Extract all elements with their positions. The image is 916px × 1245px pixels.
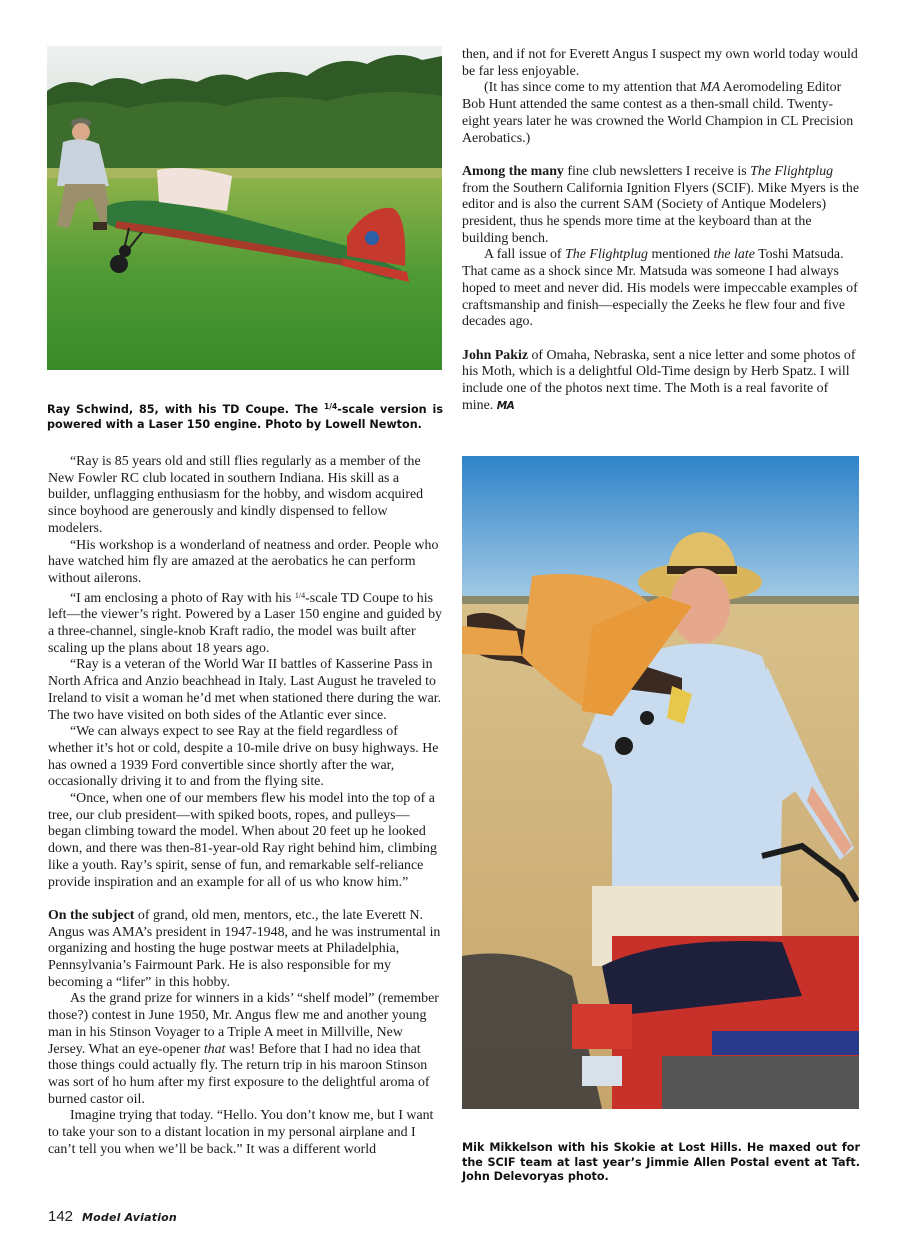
lead-in-bold: On the subject	[48, 907, 135, 923]
lead-in-bold: Among the many	[462, 163, 564, 179]
paragraph-on-the-subject: On the subject of grand, old men, mentors, etc., the late Everett N. Angus was AMA’s president in 1947-1948, and he was instrumental in organizing and hosting the huge postwar meets at Philadelphia, Pennsylvania’s Fairmount Park. He is also responsible for my becoming a “lifer” in this hobby.	[48, 907, 441, 990]
paragraph: Imagine trying that today. “Hello. You don’t know me, but I want to take your son to a distant location in my personal airplane and I can’t tell you when we’ll be back.” It was a different world	[48, 1108, 434, 1157]
end-mark-ma: MA	[496, 399, 515, 412]
left-column-article-text	[48, 454, 442, 1159]
magazine-title: Model Aviation	[82, 1211, 177, 1224]
photo-ray-schwind-td-coupe	[47, 46, 442, 370]
paragraph: “We can always expect to see Ray at the field regardless of whether it’s hot or cold, despite a 10-mile drive on busy highways. He has owned a 1939 Ford convertible since shortly after the war, occasionally driving it to and from the flying site.	[48, 724, 439, 790]
page-folio	[48, 1208, 177, 1226]
photo1-caption: Ray Schwind, 85, with his TD Coupe. The $^{1/4}$-scale version is powered with a Laser 150 engine. Photo by Lowell Newton.	[47, 402, 444, 431]
paragraph-john-pakiz: John Pakiz of Omaha, Nebraska, sent a nice letter and some photos of his Moth, which is a delightful Old-Time design by Herb Spatz. I will include one of the photos next time. The Moth is a real favorite of mine. MA	[462, 347, 856, 413]
paragraph: As the grand prize for winners in a kids’ “shelf model” (remember those?) contest in June 1950, Mr. Angus flew me and another young man in his Stinson Voyager to a Triple A meet in Millville, New Jersey. What an eye-opener that was! Before that I had no idea that those things could actually fly. The return trip in his maroon Stinson was sort of ho hum after my first exposure to the delightful aroma of burned castor oil.	[48, 991, 439, 1107]
paragraph: “Once, when one of our members flew his model into the top of a tree, our club president—with spiked boots, ropes, and pulleys—began climbing toward the model. When about 20 feet up he looked down, and there was then-81-year-old Ray right behind him, climbing like a youth. Ray’s spirit, sense of fun, and remarkable self-reliance provide inspiration and an example for all of us who know him.”	[48, 791, 437, 890]
paragraph: “I am enclosing a photo of Ray with his $^{1/4}$-scale TD Coupe to his left—the viewer’s right. Powered by a Laser 150 engine and guided by a three-channel, single-knob Kraft radio, the model was built after scaling up the plans about 18 years ago.	[48, 590, 442, 656]
lead-in-bold: John Pakiz	[462, 347, 528, 363]
fraction-one-quarter: 1/4	[294, 590, 306, 600]
fraction-one-quarter: 1/4	[324, 402, 338, 411]
paragraph-among-the-many: Among the many fine club newsletters I receive is The Flightplug from the Southern California Ignition Flyers (SCIF). Mike Myers is the editor and is also the current SAM (Society of Antique Modelers) president, thus he spends more time at the keyboard than at the building bench.	[462, 163, 859, 246]
photo-mik-mikkelson-skokie	[462, 456, 859, 1109]
paragraph: “Ray is a veteran of the World War II battles of Kasserine Pass in North Africa and Anzio beachhead in Italy. Last August he traveled to Ireland to visit a woman he’d met when stationed there during the war. The two have visited on both sides of the Atlantic ever since.	[48, 657, 442, 723]
photo2-caption: Mik Mikkelson with his Skokie at Lost Hills. He maxed out for the SCIF team at last year’s Jimmie Allen Postal event at Taft. John Delevoryas photo.	[462, 1141, 860, 1184]
page-number: 142	[48, 1208, 74, 1225]
right-column-article-text	[462, 47, 860, 414]
paragraph: A fall issue of The Flightplug mentioned the late Toshi Matsuda. That came as a shock since Mr. Matsuda was someone I had always hoped to meet and never did. His models were impeccable examples of craftsmanship and finish—especially the Zeeks he flew four and five decades ago.	[462, 247, 858, 330]
paragraph: “Ray is 85 years old and still flies regularly as a member of the New Fowler RC club located in southern Indiana. His skill as a builder, unflagging enthusiasm for the hobby, and wisdom acquired since boyhood are generously and kindly dispensed to fellow modelers.	[48, 454, 424, 536]
paragraph: “His workshop is a wonderland of neatness and order. People who have watched him fly are amazed at the aerobatics he can perform without ailerons.	[48, 537, 439, 586]
paragraph: then, and if not for Everett Angus I suspect my own world today would be far less enjoyable.	[462, 47, 858, 79]
paragraph: (It has since come to my attention that MA Aeromodeling Editor Bob Hunt attended the same contest as a then-small child. Twenty-eight years later he was crowned the World Champion in CL Precision Aerobatics.)	[462, 80, 854, 146]
